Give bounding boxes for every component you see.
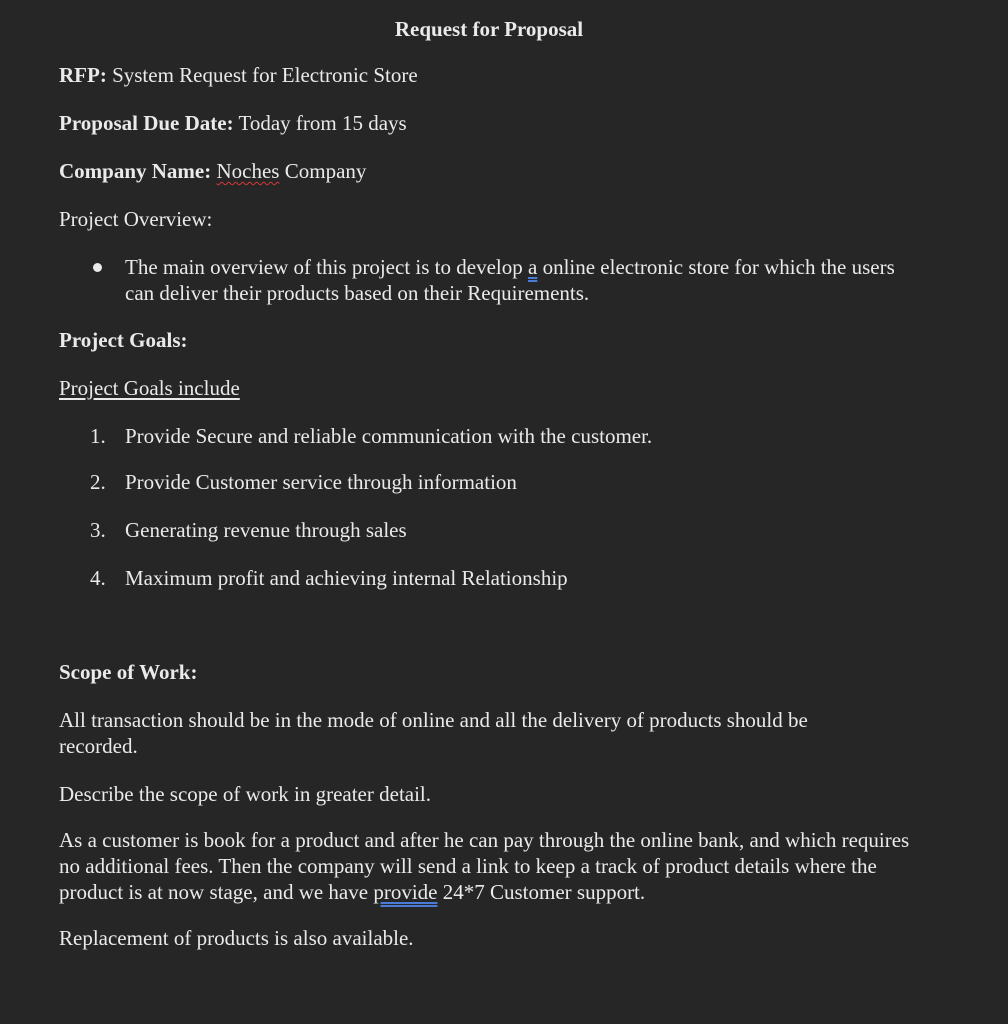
overview-bullet-text xyxy=(125,254,905,306)
overview-heading: Project Overview: xyxy=(59,207,213,231)
overview-text-part1: The main overview of this project is to develop xyxy=(125,255,528,279)
goals-heading xyxy=(59,327,187,353)
bullet-icon xyxy=(93,263,102,272)
due-date-line xyxy=(59,110,407,136)
rfp-label: RFP: xyxy=(59,63,107,87)
goals-subheading: Project Goals include xyxy=(59,376,240,400)
goal-item: Provide Customer service through information xyxy=(125,470,517,494)
spelling-flagged-word[interactable]: Noches xyxy=(216,159,280,183)
company-value-rest: Company xyxy=(279,159,367,183)
goal-number: 2. xyxy=(90,470,106,494)
goal-number: 4. xyxy=(90,566,106,590)
goal-item: Provide Secure and reliable communication with the customer. xyxy=(125,424,653,448)
scope-paragraph-3 xyxy=(59,827,929,905)
goal-number: 3. xyxy=(90,518,106,542)
goal-item: Generating revenue through sales xyxy=(125,518,407,542)
grammar-flagged-word[interactable]: provide xyxy=(373,880,438,904)
grammar-flagged-word[interactable]: a xyxy=(527,255,538,279)
scope-heading xyxy=(59,659,197,685)
rfp-value: System Request for Electronic Store xyxy=(106,63,418,87)
company-line xyxy=(59,158,366,184)
goals-heading-text: Project Goals: xyxy=(59,328,188,352)
document-title: Request for Proposal xyxy=(394,17,584,41)
overview-text-part2: online electronic store for which the users can deliver their products based on their Requirements. xyxy=(125,255,895,305)
goal-item: Maximum profit and achieving internal Relationship xyxy=(125,566,568,590)
scope-paragraph-4: Replacement of products is also available. xyxy=(59,926,414,950)
scope-paragraph-1: All transaction should be in the mode of online and all the delivery of products should be recorded. xyxy=(59,708,808,758)
due-date-value: Today from 15 days xyxy=(233,111,407,135)
due-date-label: Proposal Due Date: xyxy=(59,111,234,135)
goal-number: 1. xyxy=(90,424,106,448)
rfp-line xyxy=(59,62,418,88)
scope-para3-part2: 24*7 Customer support. xyxy=(437,880,646,904)
company-label: Company Name: xyxy=(59,159,212,183)
scope-paragraph-2: Describe the scope of work in greater detail. xyxy=(59,782,432,806)
scope-heading-text: Scope of Work: xyxy=(59,660,198,684)
scope-para3-part1: As a customer is book for a product and after he can pay through the online bank, and which requires no additional fees. Then the company will send a link to keep a track of product details where the product is at now stage, and we have xyxy=(59,828,910,904)
